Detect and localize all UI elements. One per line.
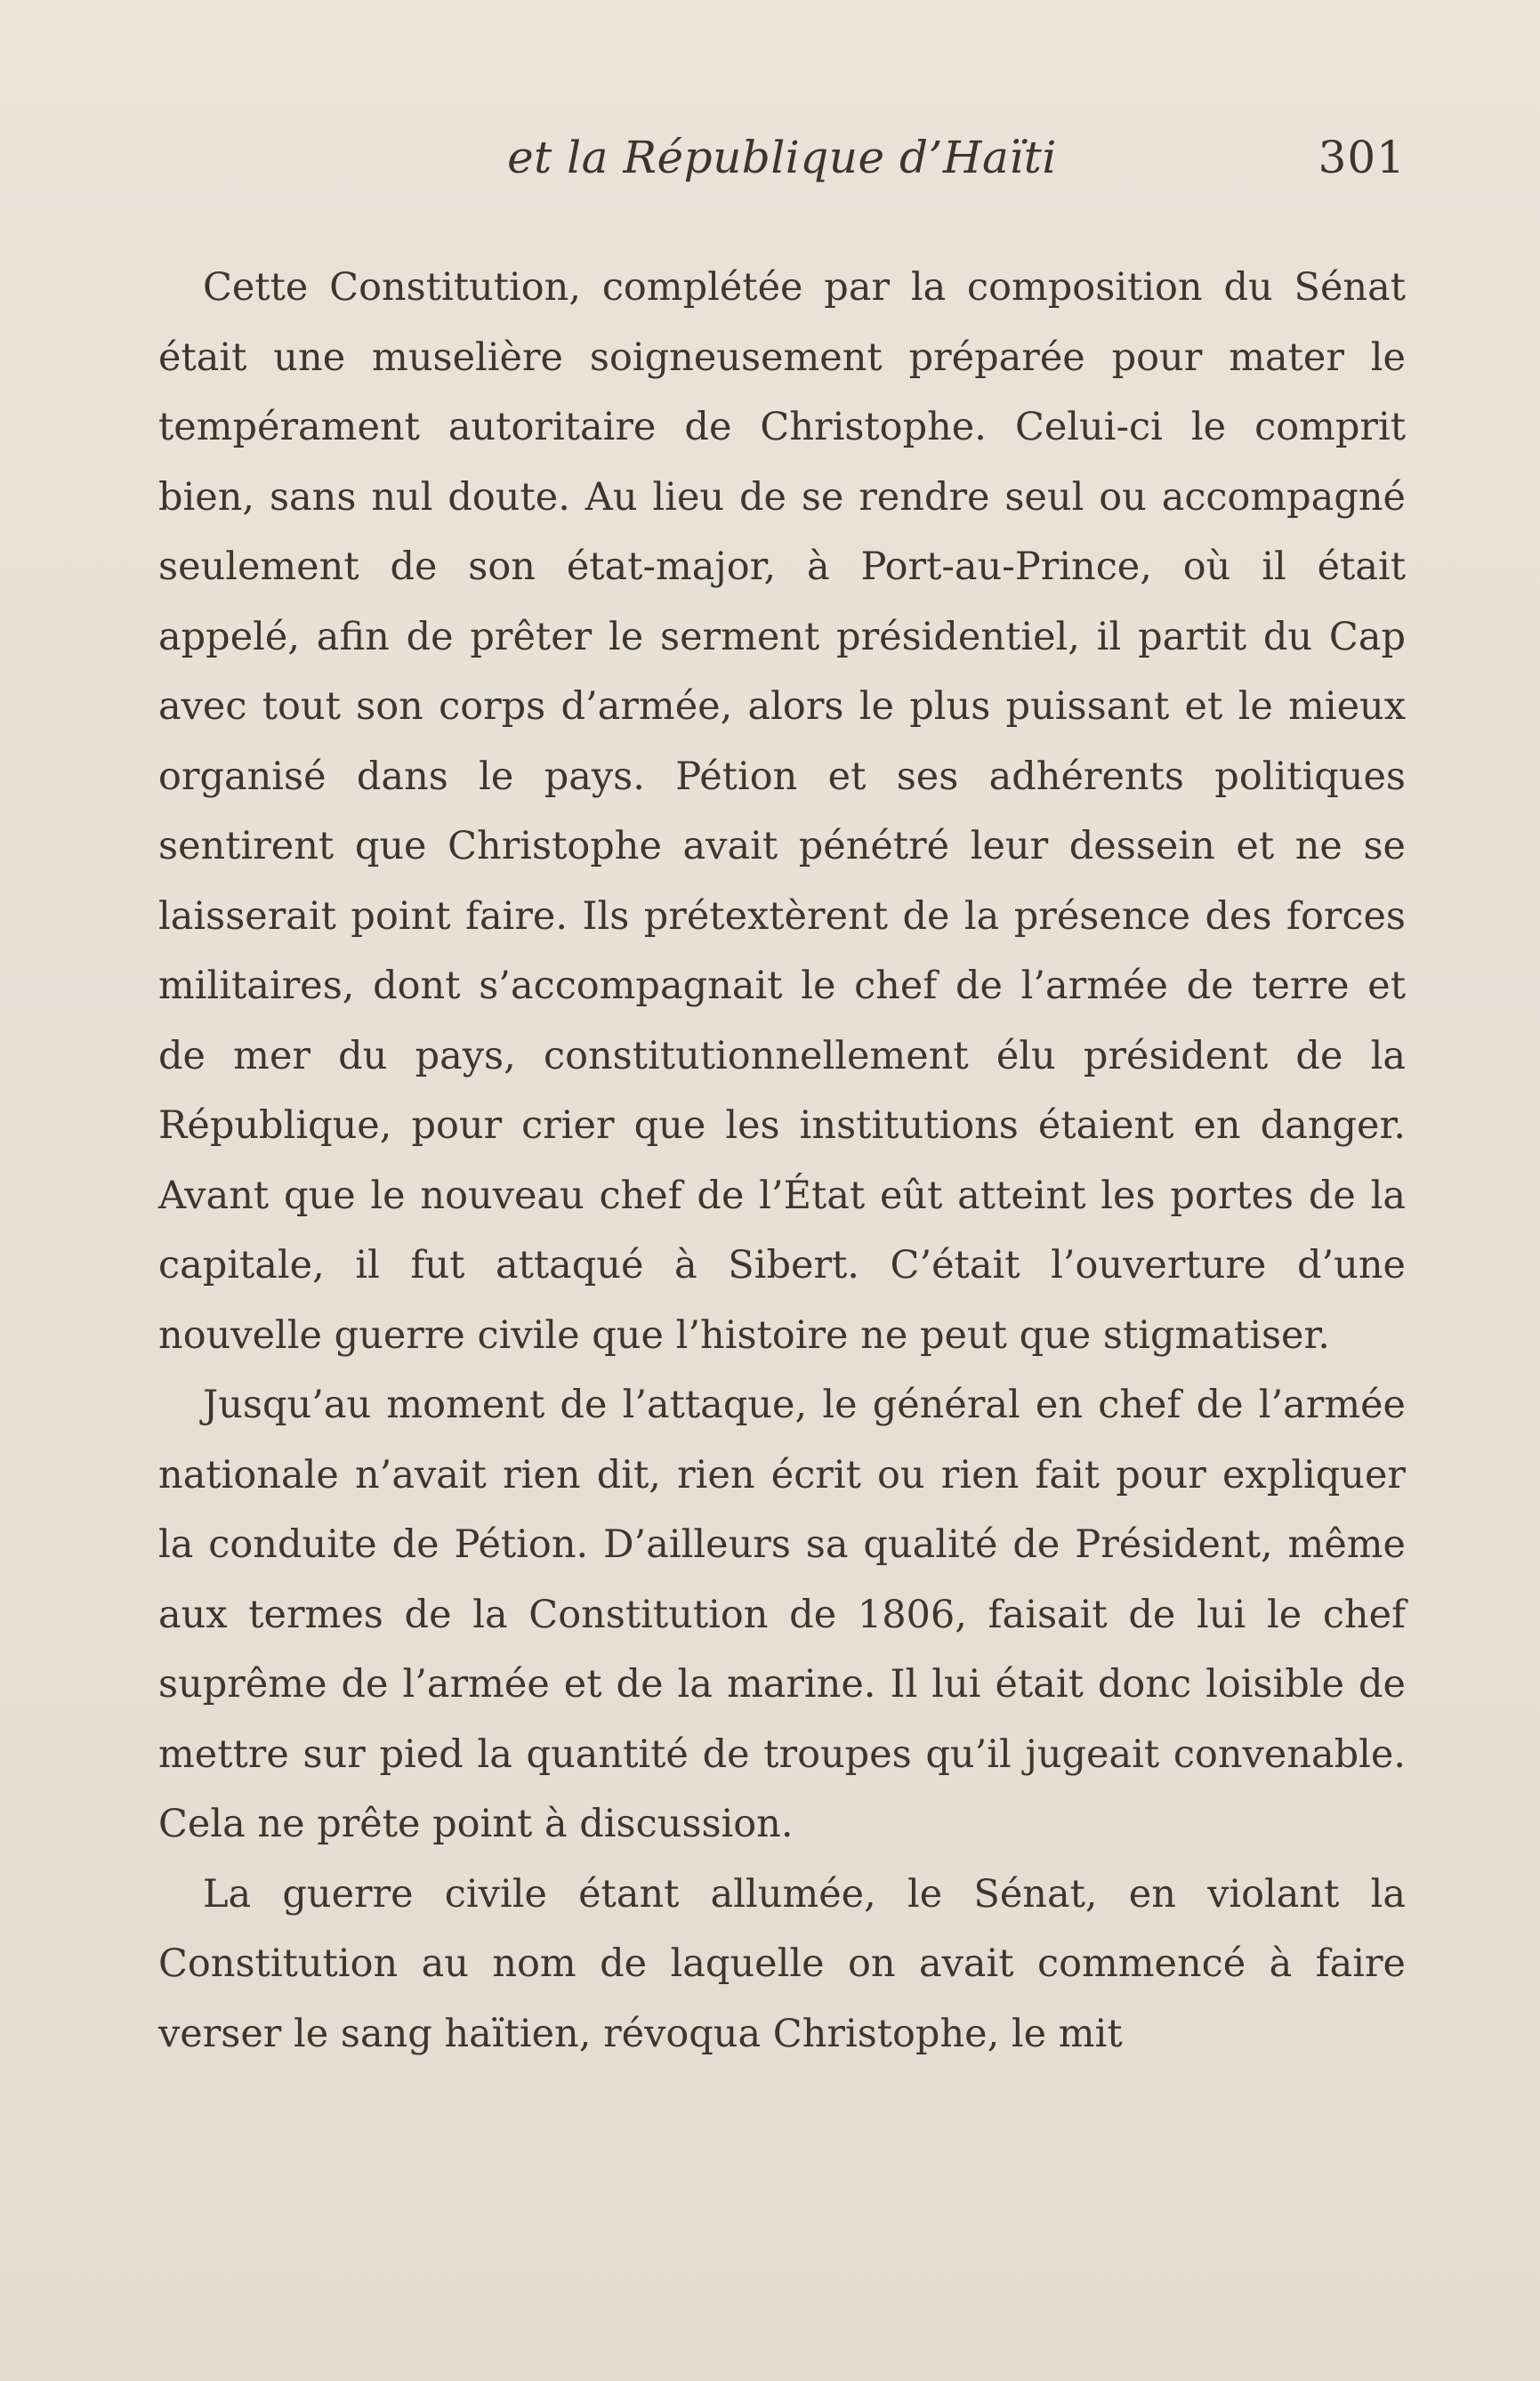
paragraph: Jusqu’au moment de l’attaque, le général en chef de l’armée nationale n’avait rien dit, rien écrit ou rien fait pour expliquer la conduite de Pétion. D’ailleurs sa qualité de Président, même aux termes de la Constitution de 1806, faisait de lui le chef suprême de l’armée et de la marine. Il lui était donc loisible de mettre sur pied la quantité de troupes qu’il jugeait convenable. Cela ne prête point à discussion.: [158, 1383, 1406, 1846]
page-header: [158, 132, 1406, 194]
page-number: 301: [1318, 132, 1406, 183]
paragraph: Cette Constitution, complétée par la composition du Sénat était une muselière soigneusement préparée pour mater le tempérament autoritaire de Christophe. Celui-ci le comprit bien, sans nul doute. Au lieu de se rendre seul ou accompagné seulement de son état-major, à Port-au-Prince, où il était appelé, afin de prêter le serment présidentiel, il partit du Cap avec tout son corps d’armée, alors le plus puissant et le mieux organisé dans le pays. Pétion et ses adhérents politiques sentirent que Christophe avait pénétré leur dessein et ne se laisserait point faire. Ils prétextèrent de la présence des forces militaires, dont s’accompagnait le chef de l’armée de terre et de mer du pays, constitutionnellement élu président de la République, pour crier que les institutions étaient en danger. Avant que le nouveau chef de l’État eût atteint les portes de la capitale, il fut attaqué à Sibert. C’était l’ouverture d’une nouvelle guerre civile que l’histoire ne peut que stigmatiser.: [158, 265, 1406, 1358]
running-title: et la République d’Haïti: [507, 132, 1057, 183]
body-text: [158, 253, 1406, 2069]
paragraph: La guerre civile étant allumée, le Sénat, en violant la Constitution au nom de laquelle on avait commencé à faire verser le sang haïtien, révoqua Christophe, le mit: [158, 1871, 1406, 2056]
